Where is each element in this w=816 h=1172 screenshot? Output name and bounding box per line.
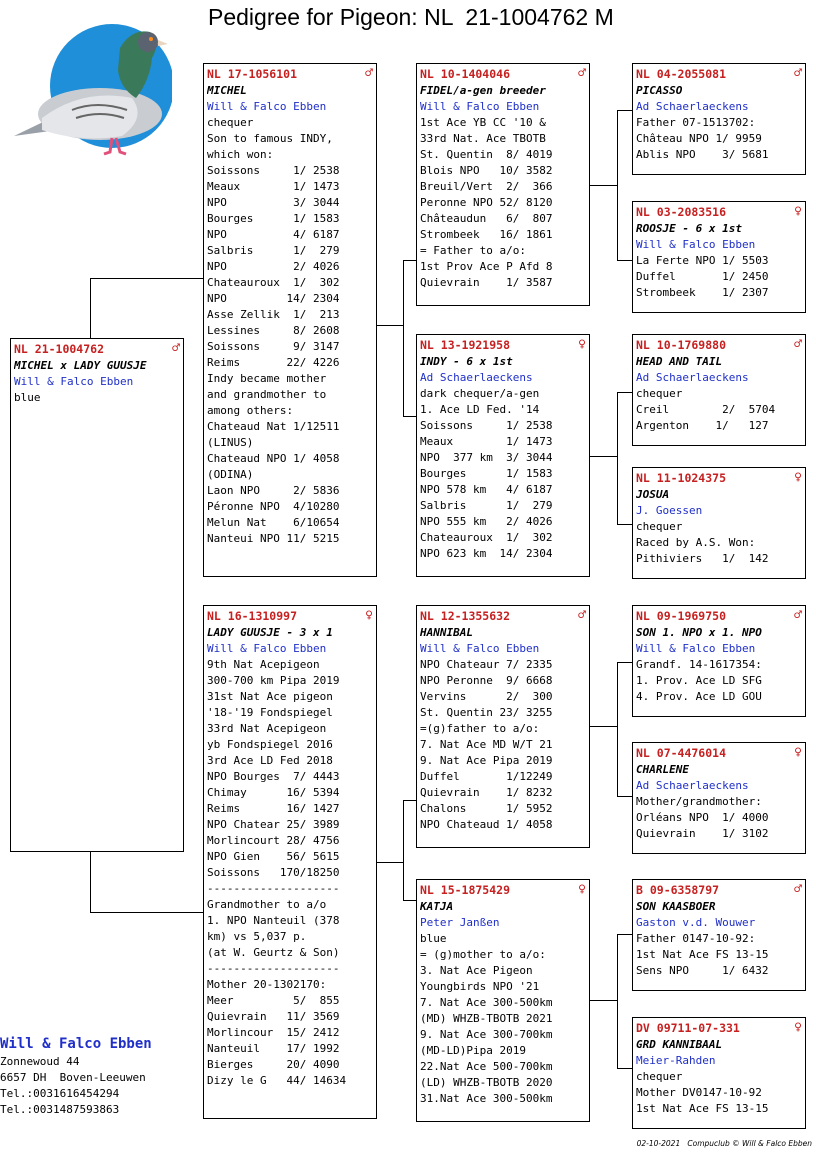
info-line: Reims 22/ 4226 — [207, 356, 340, 369]
info-line: Melun Nat 6/10654 — [207, 516, 340, 529]
sex-icon: ♀ — [794, 745, 802, 760]
info-line: 1st Ace YB CC '10 & — [420, 116, 546, 129]
owner-name: Will & Falco Ebben — [0, 1036, 152, 1052]
info-line: yb Fondspiegel 2016 — [207, 738, 333, 751]
info-line: (MD-LD)Pipa 2019 — [420, 1044, 526, 1057]
subject-card[interactable] — [10, 338, 184, 852]
info-line: Lessines 8/ 2608 — [207, 324, 340, 337]
pigeon-name: MICHEL — [207, 84, 247, 97]
info-line: Mother/grandmother: — [636, 795, 762, 808]
info-line: 1st Prov Ace P Afd 8 — [420, 260, 553, 273]
sex-icon: ♀ — [794, 470, 802, 485]
connector — [589, 726, 617, 727]
connector — [617, 110, 632, 111]
dds-card[interactable] — [632, 879, 806, 991]
sds-card[interactable] — [632, 334, 806, 446]
info-line: Salbris 1/ 279 — [207, 244, 340, 257]
breeder-name: Meier-Rahden — [636, 1054, 716, 1067]
info-line: Duffel 1/12249 — [420, 770, 553, 783]
info-line: Reims 16/ 1427 — [207, 802, 340, 815]
card-header — [636, 469, 802, 487]
connector — [617, 392, 632, 393]
info-line: Strombeek 1/ 2307 — [636, 286, 769, 299]
info-line: Quievrain 11/ 3569 — [207, 1010, 340, 1023]
info-line: Quievrain 1/ 3587 — [420, 276, 553, 289]
connector — [403, 260, 417, 261]
sex-icon: ♀ — [578, 337, 586, 352]
owner-phone: Tel.:0031616454294 — [0, 1087, 120, 1100]
info-line: Chateaud Nat 1/12511 — [207, 420, 340, 433]
card-header — [420, 607, 586, 625]
sex-icon: ♂ — [365, 66, 373, 81]
info-line: NPO 3/ 3044 — [207, 196, 340, 209]
info-line: Mother DV0147-10-92 — [636, 1086, 762, 1099]
connector — [90, 278, 91, 340]
info-line: Creil 2/ 5704 — [636, 403, 776, 416]
info-line: Ablis NPO 3/ 5681 — [636, 148, 769, 161]
info-line: Orléans NPO 1/ 4000 — [636, 811, 769, 824]
info-line: (ODINA) — [207, 468, 254, 481]
connector — [90, 851, 91, 913]
info-line: Raced by A.S. Won: — [636, 536, 756, 549]
connector — [617, 934, 632, 935]
info-line: Meaux 1/ 1473 — [420, 435, 553, 448]
info-line: Chateauroux 1/ 302 — [207, 276, 340, 289]
connector — [617, 934, 618, 1068]
info-line: Youngbirds NPO '21 — [420, 980, 540, 993]
breeder-name: Peter Janßen — [420, 916, 500, 929]
info-line: Soissons 1/ 2538 — [420, 419, 553, 432]
connector — [403, 260, 404, 416]
info-line: NPO Bourges 7/ 4443 — [207, 770, 340, 783]
info-line: = Father to a/o: — [420, 244, 526, 257]
info-line: Blois NPO 10/ 3582 — [420, 164, 553, 177]
connector — [617, 110, 618, 260]
info-line: Soissons 170/18250 — [207, 866, 340, 879]
info-line: Meer 5/ 855 — [207, 994, 340, 1007]
breeder-name: Ad Schaerlaeckens — [636, 371, 749, 384]
info-line: Sens NPO 1/ 6432 — [636, 964, 769, 977]
pigeon-name: KATJA — [420, 900, 454, 913]
info-line: Meaux 1/ 1473 — [207, 180, 340, 193]
info-line: Pithiviers 1/ 142 — [636, 552, 769, 565]
info-line: St. Quentin 8/ 4019 — [420, 148, 553, 161]
sss-card[interactable] — [632, 63, 806, 175]
connector — [90, 278, 204, 279]
pigeon-illustration — [12, 18, 172, 158]
info-line: 1. Prov. Ace LD SFG — [636, 674, 762, 687]
dam-dam-card[interactable] — [416, 879, 590, 1122]
pigeon-name: PICASSO — [636, 84, 683, 97]
pigeon-name: JOSUA — [636, 488, 670, 501]
info-line: St. Quentin 23/ 3255 — [420, 706, 553, 719]
info-line: NPO 623 km 14/ 2304 — [420, 547, 553, 560]
sex-icon: ♂ — [172, 341, 180, 356]
info-line: 300-700 km Pipa 2019 — [207, 674, 340, 687]
ring-number: NL 04-2055081 — [636, 67, 727, 81]
breeder-name: Ad Schaerlaeckens — [636, 100, 749, 113]
ring-number: NL 21-1004762 — [14, 342, 105, 356]
info-line: NPO 2/ 4026 — [207, 260, 340, 273]
info-line: Chateauroux 1/ 302 — [420, 531, 553, 544]
info-line: Grandf. 14-1617354: — [636, 658, 762, 671]
pigeon-name: HANNIBAL — [420, 626, 473, 639]
info-line: Indy became mother — [207, 372, 327, 385]
pigeon-name: MICHEL x LADY GUUSJE — [14, 359, 147, 372]
info-line: 31st Nat Ace pigeon — [207, 690, 333, 703]
footer-credit: 02-10-2021 Compuclub © Will & Falco Ebben — [636, 1139, 812, 1148]
owner-block — [0, 1034, 152, 1118]
info-line: dark chequer/a-gen — [420, 387, 540, 400]
breeder-name: Gaston v.d. Wouwer — [636, 916, 756, 929]
info-line: Nanteui NPO 11/ 5215 — [207, 532, 340, 545]
info-line: NPO 555 km 2/ 4026 — [420, 515, 553, 528]
sex-icon: ♀ — [794, 1020, 802, 1035]
breeder-name: Ad Schaerlaeckens — [420, 371, 533, 384]
connector — [403, 800, 404, 900]
breeder-name: Will & Falco Ebben — [420, 100, 540, 113]
info-line: among others: — [207, 404, 294, 417]
breeder-name: Will & Falco Ebben — [207, 100, 327, 113]
card-header — [207, 65, 373, 83]
pigeon-name: CHARLENE — [636, 763, 689, 776]
connector — [617, 796, 632, 797]
info-line: La Ferte NPO 1/ 5503 — [636, 254, 769, 267]
info-line: Morlincour 15/ 2412 — [207, 1026, 340, 1039]
connector — [377, 862, 403, 863]
info-line: 7. Nat Ace MD W/T 21 — [420, 738, 553, 751]
info-line: 3rd Ace LD Fed 2018 — [207, 754, 333, 767]
info-line: chequer — [636, 520, 683, 533]
info-line: (LINUS) — [207, 436, 254, 449]
info-line: Châteaudun 6/ 807 — [420, 212, 553, 225]
sex-icon: ♂ — [794, 337, 802, 352]
info-line: Father 07-1513702: — [636, 116, 756, 129]
info-line: = (g)mother to a/o: — [420, 948, 546, 961]
info-line: blue — [14, 391, 41, 404]
ring-number: B 09-6358797 — [636, 883, 720, 897]
owner-phone: Tel.:0031487593863 — [0, 1103, 120, 1116]
info-line: NPO Gien 56/ 5615 — [207, 850, 340, 863]
info-line: -------------------- — [207, 962, 340, 975]
info-line: 1st Nat Ace FS 13-15 — [636, 1102, 769, 1115]
owner-address: Zonnewoud 44 — [0, 1055, 80, 1068]
info-line: 1st Nat Ace FS 13-15 — [636, 948, 769, 961]
connector — [589, 456, 617, 457]
info-line: Son to famous INDY, — [207, 132, 333, 145]
info-line: '18-'19 Fondspiegel — [207, 706, 333, 719]
ring-number: NL 10-1404046 — [420, 67, 511, 81]
info-line: Asse Zellik 1/ 213 — [207, 308, 340, 321]
card-header — [207, 607, 373, 625]
sire-card[interactable] — [203, 63, 377, 577]
breeder-name: Will & Falco Ebben — [636, 642, 756, 655]
info-line: chequer — [636, 1070, 683, 1083]
connector — [617, 662, 618, 796]
info-line: Strombeek 16/ 1861 — [420, 228, 553, 241]
ring-number: NL 07-4476014 — [636, 746, 727, 760]
info-line: Vervins 2/ 300 — [420, 690, 553, 703]
card-header — [636, 336, 802, 354]
card-header — [420, 336, 586, 354]
info-line: (at W. Geurtz & Son) — [207, 946, 340, 959]
pigeon-name: ROOSJE - 6 x 1st — [636, 222, 742, 235]
info-line: Quievrain 1/ 3102 — [636, 827, 769, 840]
info-line: Chateaud NPO 1/ 4058 — [207, 452, 340, 465]
sex-icon: ♂ — [794, 882, 802, 897]
info-line: 22.Nat Ace 500-700km — [420, 1060, 553, 1073]
ring-number: NL 16-1310997 — [207, 609, 298, 623]
info-line: Soissons 1/ 2538 — [207, 164, 340, 177]
ring-number: NL 17-1056101 — [207, 67, 298, 81]
info-line: NPO 578 km 4/ 6187 — [420, 483, 553, 496]
sdd-card[interactable] — [632, 467, 806, 579]
info-line: NPO Chatear 25/ 3989 — [207, 818, 340, 831]
breeder-name: Will & Falco Ebben — [14, 375, 134, 388]
info-line: Chimay 16/ 5394 — [207, 786, 340, 799]
pigeon-name: HEAD AND TAIL — [636, 355, 723, 368]
breeder-name: Will & Falco Ebben — [636, 238, 756, 251]
info-line: 1. NPO Nanteuil (378 — [207, 914, 340, 927]
card-header — [636, 1019, 802, 1037]
pigeon-name: LADY GUUSJE - 3 x 1 — [207, 626, 333, 639]
info-line: chequer — [207, 116, 254, 129]
info-line: Chalons 1/ 5952 — [420, 802, 553, 815]
ring-number: DV 09711-07-331 — [636, 1021, 740, 1035]
info-line: Salbris 1/ 279 — [420, 499, 553, 512]
owner-address: 6657 DH Boven-Leeuwen — [0, 1071, 146, 1084]
page-title: Pedigree for Pigeon: NL 21-1004762 M — [208, 4, 614, 30]
breeder-name: Will & Falco Ebben — [207, 642, 327, 655]
info-line: NPO Peronne 9/ 6668 — [420, 674, 553, 687]
info-line: (LD) WHZB-TBOTB 2020 — [420, 1076, 553, 1089]
dsd-card[interactable] — [632, 742, 806, 854]
card-header — [420, 65, 586, 83]
card-header — [636, 65, 802, 83]
info-line: Peronne NPO 52/ 8120 — [420, 196, 553, 209]
pigeon-name: SON 1. NPO x 1. NPO — [636, 626, 762, 639]
info-line: km) vs 5,037 p. — [207, 930, 307, 943]
info-line: NPO 4/ 6187 — [207, 228, 340, 241]
card-header — [14, 340, 180, 358]
ring-number: NL 09-1969750 — [636, 609, 727, 623]
card-header — [420, 881, 586, 899]
info-line: Mother 20-1302170: — [207, 978, 327, 991]
connector — [617, 662, 632, 663]
sex-icon: ♂ — [794, 608, 802, 623]
info-line: and grandmother to — [207, 388, 327, 401]
breeder-name: J. Goessen — [636, 504, 703, 517]
info-line: (MD) WHZB-TBOTB 2021 — [420, 1012, 553, 1025]
info-line: Duffel 1/ 2450 — [636, 270, 769, 283]
info-line: 3. Nat Ace Pigeon — [420, 964, 533, 977]
info-line: 9. Nat Ace 300-700km — [420, 1028, 553, 1041]
sex-icon: ♀ — [578, 882, 586, 897]
info-line: 9. Nat Ace Pipa 2019 — [420, 754, 553, 767]
info-line: Breuil/Vert 2/ 366 — [420, 180, 553, 193]
info-line: -------------------- — [207, 882, 340, 895]
info-line: 31.Nat Ace 300-500km — [420, 1092, 553, 1105]
connector — [589, 185, 617, 186]
ring-number: NL 03-2083516 — [636, 205, 727, 219]
card-header — [636, 203, 802, 221]
info-line: =(g)father to a/o: — [420, 722, 540, 735]
dss-card[interactable] — [632, 605, 806, 717]
info-line: blue — [420, 932, 447, 945]
pigeon-name: GRD KANNIBAAL — [636, 1038, 723, 1051]
info-line: Soissons 9/ 3147 — [207, 340, 340, 353]
info-line: NPO 377 km 3/ 3044 — [420, 451, 553, 464]
info-line: which won: — [207, 148, 274, 161]
card-header — [636, 607, 802, 625]
info-line: Péronne NPO 4/10280 — [207, 500, 340, 513]
info-line: Dizy le G 44/ 14634 — [207, 1074, 347, 1087]
info-line: 9th Nat Acepigeon — [207, 658, 320, 671]
info-line: 33rd Nat Acepigeon — [207, 722, 327, 735]
connector — [589, 1000, 617, 1001]
info-line: 4. Prov. Ace LD GOU — [636, 690, 762, 703]
card-header — [636, 881, 802, 899]
sex-icon: ♂ — [578, 66, 586, 81]
sex-icon: ♂ — [794, 66, 802, 81]
info-line: chequer — [636, 387, 683, 400]
connector — [403, 800, 417, 801]
ddd-card[interactable] — [632, 1017, 806, 1129]
connector — [617, 260, 632, 261]
ring-number: NL 12-1355632 — [420, 609, 511, 623]
connector — [403, 900, 417, 901]
info-line: Grandmother to a/o — [207, 898, 327, 911]
info-line: Father 0147-10-92: — [636, 932, 756, 945]
connector — [617, 1068, 632, 1069]
info-line: Bourges 1/ 1583 — [420, 467, 553, 480]
ring-number: NL 15-1875429 — [420, 883, 511, 897]
sire-sire-card[interactable] — [416, 63, 590, 306]
connector — [617, 524, 632, 525]
connector — [403, 416, 417, 417]
info-line: Morlincourt 28/ 4756 — [207, 834, 340, 847]
dam-card[interactable] — [203, 605, 377, 1119]
info-line: NPO Chateaud 1/ 4058 — [420, 818, 553, 831]
pigeon-name: INDY - 6 x 1st — [420, 355, 513, 368]
info-line: 1. Ace LD Fed. '14 — [420, 403, 540, 416]
ring-number: NL 11-1024375 — [636, 471, 727, 485]
info-line: NPO Chateaur 7/ 2335 — [420, 658, 553, 671]
info-line: Château NPO 1/ 9959 — [636, 132, 762, 145]
connector — [617, 392, 618, 524]
info-line: Nanteuil 17/ 1992 — [207, 1042, 340, 1055]
card-header — [636, 744, 802, 762]
info-line: Argenton 1/ 127 — [636, 419, 769, 432]
ssd-card[interactable] — [632, 201, 806, 313]
info-line: Quievrain 1/ 8232 — [420, 786, 553, 799]
pigeon-name: SON KAASBOER — [636, 900, 716, 913]
breeder-name: Ad Schaerlaeckens — [636, 779, 749, 792]
sex-icon: ♀ — [794, 204, 802, 219]
info-line: Laon NPO 2/ 5836 — [207, 484, 340, 497]
pigeon-name: FIDEL/a-gen breeder — [420, 84, 546, 97]
info-line: Bierges 20/ 4090 — [207, 1058, 340, 1071]
info-line: Bourges 1/ 1583 — [207, 212, 340, 225]
sex-icon: ♀ — [365, 608, 373, 623]
dam-sire-card[interactable] — [416, 605, 590, 848]
connector — [90, 912, 204, 913]
ring-number: NL 13-1921958 — [420, 338, 511, 352]
info-line: 7. Nat Ace 300-500km — [420, 996, 553, 1009]
breeder-name: Will & Falco Ebben — [420, 642, 540, 655]
sex-icon: ♂ — [578, 608, 586, 623]
info-line: NPO 14/ 2304 — [207, 292, 340, 305]
info-line: 33rd Nat. Ace TBOTB — [420, 132, 546, 145]
connector — [377, 325, 403, 326]
ring-number: NL 10-1769880 — [636, 338, 727, 352]
sire-dam-card[interactable] — [416, 334, 590, 577]
